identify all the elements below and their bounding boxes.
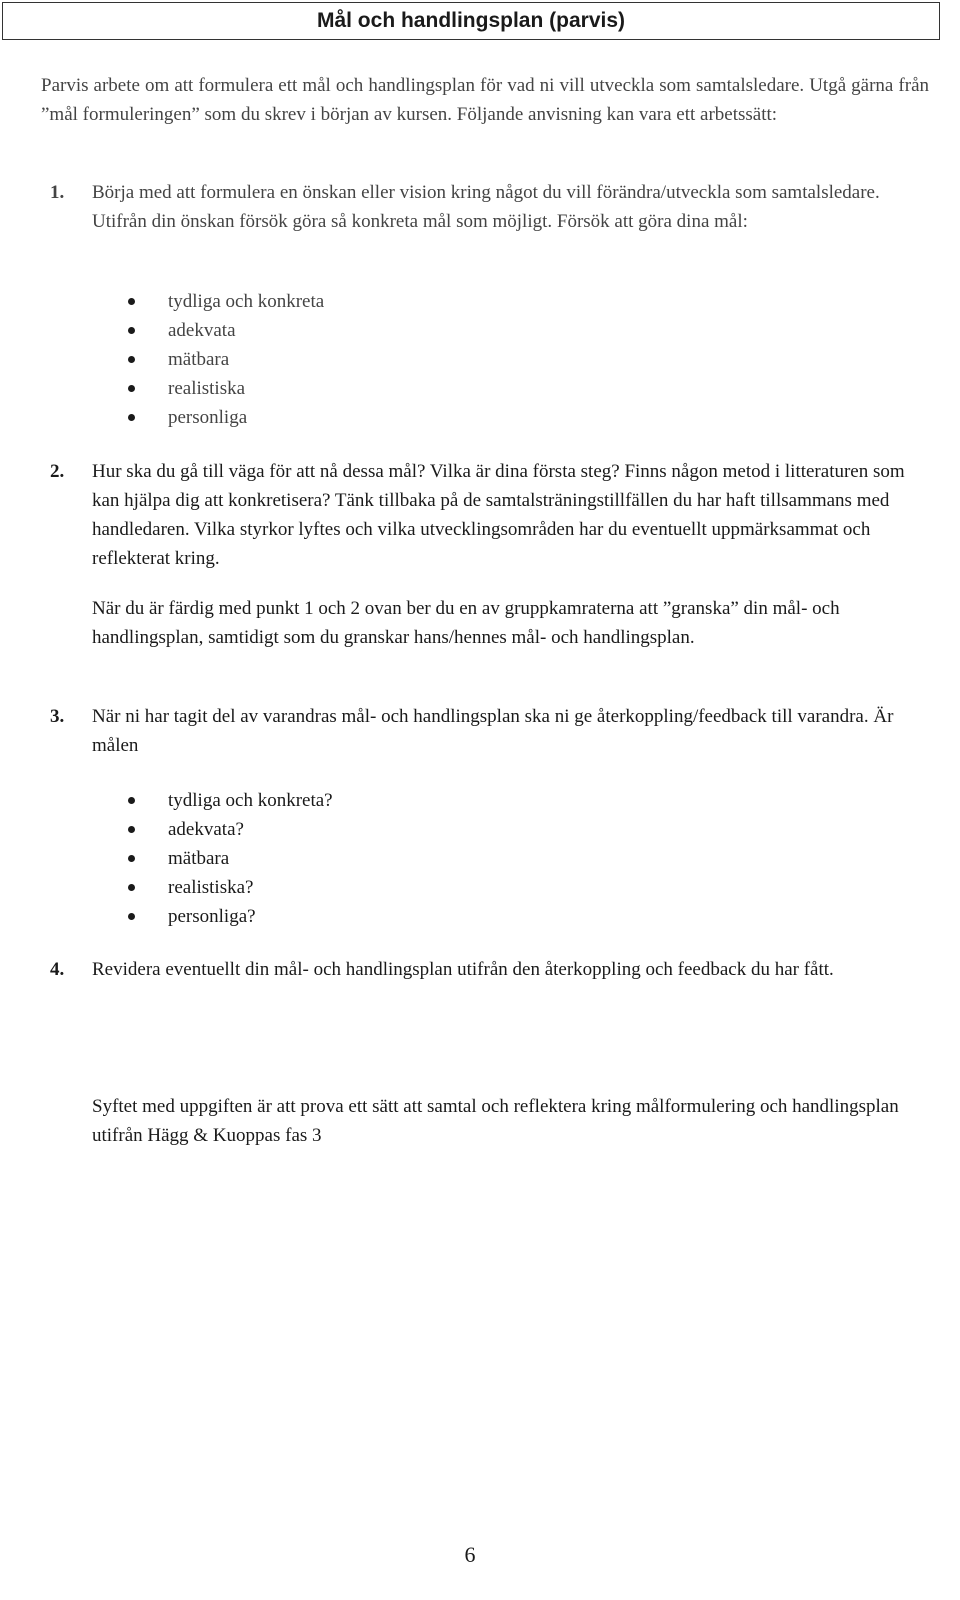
purpose-paragraph: Syftet med uppgiften är att prova ett sätt att samtal och reflektera kring målformulering och handlingsplan utifrån Hägg & Kuoppas fas 3 [92, 1096, 899, 1146]
step-3-number: 3. [50, 706, 65, 727]
step-3 [41, 702, 929, 760]
bullet-icon [128, 913, 135, 920]
bullet-icon [128, 884, 135, 891]
step-1-bullet-list [92, 287, 324, 432]
step-4-text: Revidera eventuellt din mål- och handlingsplan utifrån den återkoppling och feedback du har fått. [92, 959, 834, 980]
bullet-icon [128, 327, 135, 334]
bullet-icon [128, 797, 135, 804]
list-item: adekvata [92, 316, 324, 345]
list-item: personliga? [92, 902, 333, 931]
list-item: realistiska? [92, 873, 333, 902]
step-3-bullet-list [92, 786, 333, 931]
step-2 [41, 457, 929, 573]
list-item: realistiska [92, 374, 324, 403]
step-1 [41, 178, 929, 236]
bullet-icon [128, 855, 135, 862]
page-number: 6 [464, 1542, 476, 1567]
bullet-icon [128, 414, 135, 421]
list-item: tydliga och konkreta? [92, 786, 333, 815]
step-2-number: 2. [50, 461, 65, 482]
page-title: Mål och handlingsplan (parvis) [316, 9, 626, 32]
bullet-icon [128, 385, 135, 392]
title-box [2, 2, 940, 40]
step-3-text: När ni har tagit del av varandras mål- och handlingsplan ska ni ge återkoppling/feedback till varandra. Är målen [92, 706, 894, 756]
list-item: mätbara [92, 345, 324, 374]
review-paragraph: När du är färdig med punkt 1 och 2 ovan ber du en av gruppkamraterna att ”granska” din mål- och handlingsplan, samtidigt som du granskar hans/hennes mål- och handlingsplan. [92, 598, 840, 648]
bullet-icon [128, 826, 135, 833]
list-item: personliga [92, 403, 324, 432]
step-4 [41, 955, 929, 984]
list-item: mätbara [92, 844, 333, 873]
intro-paragraph: Parvis arbete om att formulera ett mål och handlingsplan för vad ni vill utveckla som samtalsledare. Utgå gärna från ”mål formuleringen” som du skrev i början av kursen. Följande anvisning kan vara ett arbetssätt: [41, 75, 929, 125]
step-1-number: 1. [50, 182, 65, 203]
list-item: adekvata? [92, 815, 333, 844]
bullet-icon [128, 298, 135, 305]
list-item: tydliga och konkreta [92, 287, 324, 316]
step-1-text: Börja med att formulera en önskan eller vision kring något du vill förändra/utveckla som samtalsledare. Utifrån din önskan försök göra så konkreta mål som möjligt. Försök att göra dina mål: [92, 182, 880, 232]
bullet-icon [128, 356, 135, 363]
step-4-number: 4. [50, 959, 65, 980]
step-2-text: Hur ska du gå till väga för att nå dessa mål? Vilka är dina första steg? Finns någon metod i litteraturen som kan hjälpa dig att konkretisera? Tänk tillbaka på de samtalsträningstillfällen du har haft tillsammans med handledaren. Vilka styrkor lyftes och vilka utvecklingsområden har du eventuellt uppmärksammat och reflekterat kring. [92, 461, 905, 569]
